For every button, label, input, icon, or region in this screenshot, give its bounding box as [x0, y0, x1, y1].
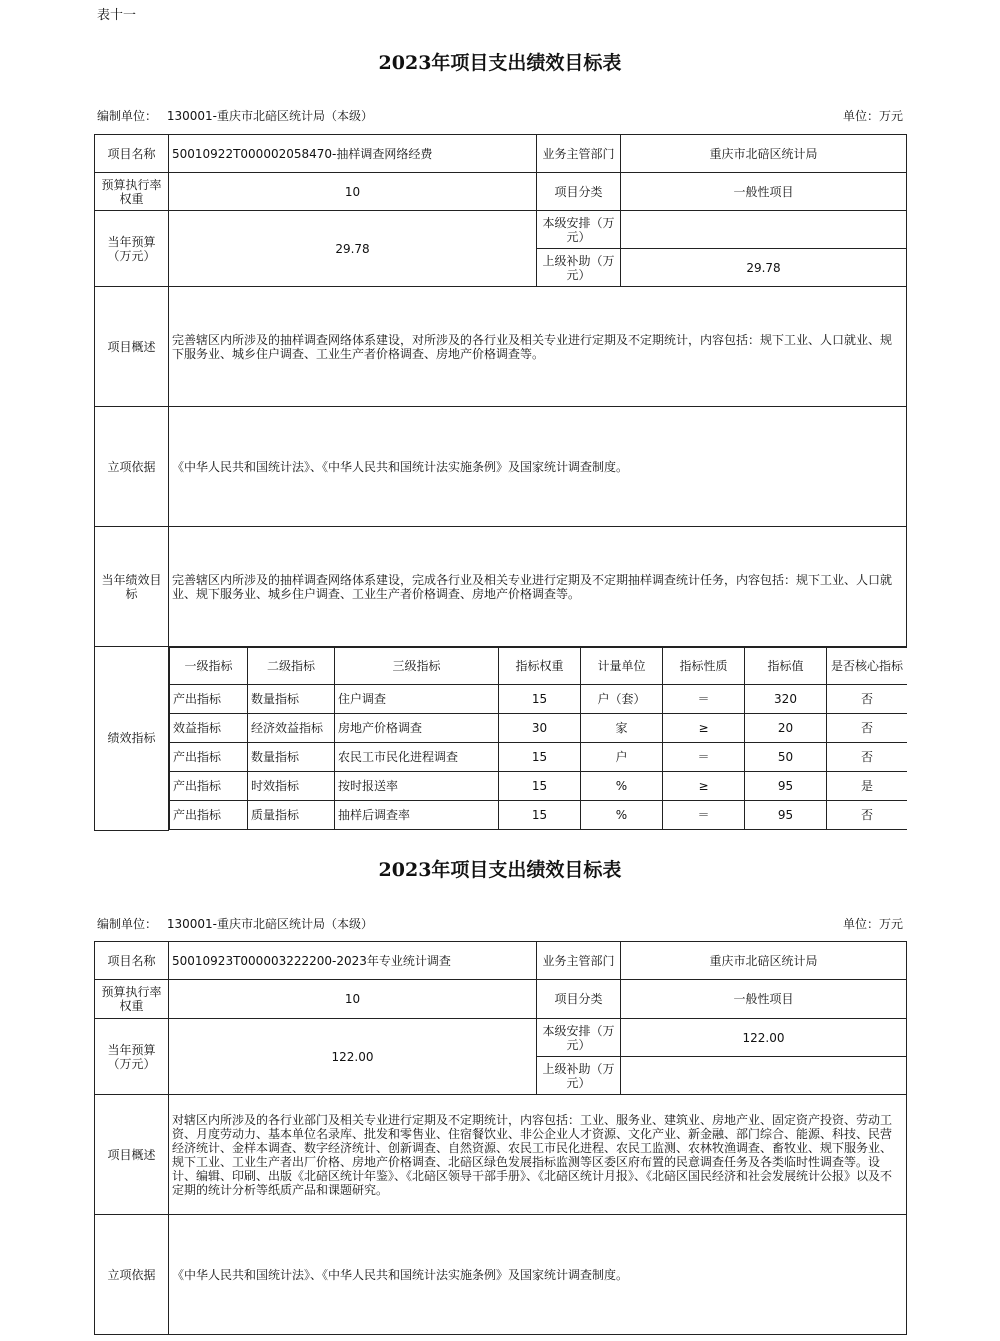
- form-meta: [97, 107, 903, 124]
- indicator-header-cell: 计量单位: [581, 648, 663, 685]
- upper-value-2: [621, 1057, 907, 1095]
- indicator-cell: 效益指标: [170, 714, 248, 743]
- label-project-name-2: 项目名称: [95, 942, 169, 980]
- indicator-header-cell: 指标权重: [499, 648, 581, 685]
- indicator-header-cell: 一级指标: [170, 648, 248, 685]
- project-name-value-2: 50010923T000003222200-2023年专业统计调查: [169, 942, 537, 980]
- table-row: [170, 743, 907, 772]
- indicator-cell: 户: [581, 743, 663, 772]
- label-basis-2: 立项依据: [95, 1215, 169, 1335]
- overview-value-2: 对辖区内所涉及的各行业部门及相关专业进行定期及不定期统计，内容包括：工业、服务业、建筑业、房地产业、固定资产投资、劳动工资、月度劳动力、基本单位名录库、批发和零售业、住宿餐饮业、非公企业人才资源、文化产业、新金融、部门综合、能源、科技、民营经济统计、金样本调查、数字经济统计、创新调查、自然资源、农民工市民化进程、农民工监测、农林牧渔调查、畜牧业、规下服务业、规下工业、工业生产者出厂价格、房地产价格调查、北碚区绿色发展指标监测等区委区府布置的民意调查任务及各类临时性调查等。设计、编辑、印刷、出版《北碚区统计年鉴》、《北碚区领导干部手册》、《北碚区统计月报》、《北碚区国民经济和社会发展统计公报》以及不定期的统计分析等纸质产品和课题研究。: [169, 1095, 907, 1215]
- weight-value-2: 10: [169, 980, 537, 1019]
- basis-value-2: 《中华人民共和国统计法》、《中华人民共和国统计法实施条例》及国家统计调查制度。: [169, 1215, 907, 1335]
- label-goal: 当年绩效目标: [95, 527, 169, 647]
- org-label-2: 编制单位：: [97, 917, 158, 931]
- table-number-label: 表十一: [97, 8, 137, 23]
- indicator-cell: 按时报送率: [335, 772, 499, 801]
- indicator-cell: 95: [745, 801, 827, 830]
- label-overview-2: 项目概述: [95, 1095, 169, 1215]
- indicator-cell: 是: [827, 772, 907, 801]
- indicator-cell: 产出指标: [170, 743, 248, 772]
- indicator-cell: 否: [827, 801, 907, 830]
- indicator-header-cell: 二级指标: [248, 648, 335, 685]
- label-category: 项目分类: [537, 173, 621, 211]
- indicator-cell: 否: [827, 743, 907, 772]
- indicator-cell: 15: [499, 772, 581, 801]
- form-title-2: 2023年项目支出绩效目标表: [378, 859, 622, 881]
- label-local-2: 本级安排（万元）: [537, 1019, 621, 1057]
- label-local: 本级安排（万元）: [537, 211, 621, 249]
- goal-value: 完善辖区内所涉及的抽样调查网络体系建设，完成各行业及相关专业进行定期及不定期抽样调查统计任务，内容包括：规下工业、人口就业、规下服务业、城乡住户调查、工业生产者价格调查、房地产价格调查等。: [169, 527, 907, 647]
- indicator-cell: 30: [499, 714, 581, 743]
- label-weight: 预算执行率权重: [95, 173, 169, 211]
- table-row: [170, 801, 907, 830]
- upper-value: 29.78: [621, 249, 907, 287]
- indicator-cell: 抽样后调查率: [335, 801, 499, 830]
- label-dept: 业务主管部门: [537, 135, 621, 173]
- indicator-cell: 房地产价格调查: [335, 714, 499, 743]
- label-basis: 立项依据: [95, 407, 169, 527]
- indicator-cell: ＝: [663, 743, 745, 772]
- label-weight-2: 预算执行率权重: [95, 980, 169, 1019]
- indicator-header-cell: 三级指标: [335, 648, 499, 685]
- label-overview: 项目概述: [95, 287, 169, 407]
- unit-label: 单位：万元: [842, 109, 903, 123]
- table-row: [170, 714, 907, 743]
- indicator-cell: 时效指标: [248, 772, 335, 801]
- basis-value: 《中华人民共和国统计法》、《中华人民共和国统计法实施条例》及国家统计调查制度。: [169, 407, 907, 527]
- overview-value: 完善辖区内所涉及的抽样调查网络体系建设，对所涉及的各行业及相关专业进行定期及不定期统计，内容包括：规下工业、人口就业、规下服务业、城乡住户调查、工业生产者价格调查、房地产价格调查等。: [169, 287, 907, 407]
- indicator-cell: 产出指标: [170, 772, 248, 801]
- label-budget: 当年预算（万元）: [95, 211, 169, 287]
- indicator-cell: ≥: [663, 772, 745, 801]
- performance-table-2: [94, 941, 907, 1335]
- org-value: 130001-重庆市北碚区统计局（本级）: [166, 109, 373, 123]
- org-value-2: 130001-重庆市北碚区统计局（本级）: [166, 917, 373, 931]
- budget-value: 29.78: [169, 211, 537, 287]
- category-value-2: 一般性项目: [621, 980, 907, 1019]
- table-row: [170, 772, 907, 801]
- category-value: 一般性项目: [621, 173, 907, 211]
- budget-value-2: 122.00: [169, 1019, 537, 1095]
- indicator-cell: 否: [827, 714, 907, 743]
- project-name-value: 50010922T000002058470-抽样调查网络经费: [169, 135, 537, 173]
- label-dept-2: 业务主管部门: [537, 942, 621, 980]
- form-title: 2023年项目支出绩效目标表: [378, 52, 622, 74]
- weight-value: 10: [169, 173, 537, 211]
- indicator-table: [169, 647, 907, 830]
- indicator-cell: 住户调查: [335, 685, 499, 714]
- org-label: 编制单位：: [97, 109, 158, 123]
- performance-table: [94, 134, 907, 831]
- indicator-cell: ＝: [663, 801, 745, 830]
- indicator-cell: ≥: [663, 714, 745, 743]
- indicator-cell: %: [581, 801, 663, 830]
- indicator-cell: 经济效益指标: [248, 714, 335, 743]
- dept-value-2: 重庆市北碚区统计局: [621, 942, 907, 980]
- indicator-cell: 数量指标: [248, 743, 335, 772]
- indicator-cell: ＝: [663, 685, 745, 714]
- label-category-2: 项目分类: [537, 980, 621, 1019]
- label-project-name: 项目名称: [95, 135, 169, 173]
- dept-value: 重庆市北碚区统计局: [621, 135, 907, 173]
- local-value: [621, 211, 907, 249]
- indicator-cell: 质量指标: [248, 801, 335, 830]
- indicator-cell: 320: [745, 685, 827, 714]
- indicator-cell: 95: [745, 772, 827, 801]
- label-budget-2: 当年预算（万元）: [95, 1019, 169, 1095]
- indicator-cell: 产出指标: [170, 685, 248, 714]
- indicator-header-cell: 指标性质: [663, 648, 745, 685]
- unit-label-2: 单位：万元: [842, 917, 903, 931]
- indicator-cell: 15: [499, 801, 581, 830]
- indicator-cell: 农民工市民化进程调查: [335, 743, 499, 772]
- table-row: [170, 685, 907, 714]
- indicator-cell: 50: [745, 743, 827, 772]
- indicator-cell: 产出指标: [170, 801, 248, 830]
- indicator-header-cell: 指标值: [745, 648, 827, 685]
- indicator-cell: 家: [581, 714, 663, 743]
- indicator-cell: 20: [745, 714, 827, 743]
- indicator-cell: [169, 647, 907, 831]
- indicator-cell: 15: [499, 743, 581, 772]
- indicator-cell: 15: [499, 685, 581, 714]
- indicator-cell: %: [581, 772, 663, 801]
- indicator-header-cell: 是否核心指标: [827, 648, 907, 685]
- label-upper-2: 上级补助（万元）: [537, 1057, 621, 1095]
- local-value-2: 122.00: [621, 1019, 907, 1057]
- label-indicators: 绩效指标: [95, 647, 169, 831]
- indicator-cell: 数量指标: [248, 685, 335, 714]
- indicator-cell: 户（套）: [581, 685, 663, 714]
- indicator-cell: 否: [827, 685, 907, 714]
- form-meta-2: [97, 915, 903, 932]
- label-upper: 上级补助（万元）: [537, 249, 621, 287]
